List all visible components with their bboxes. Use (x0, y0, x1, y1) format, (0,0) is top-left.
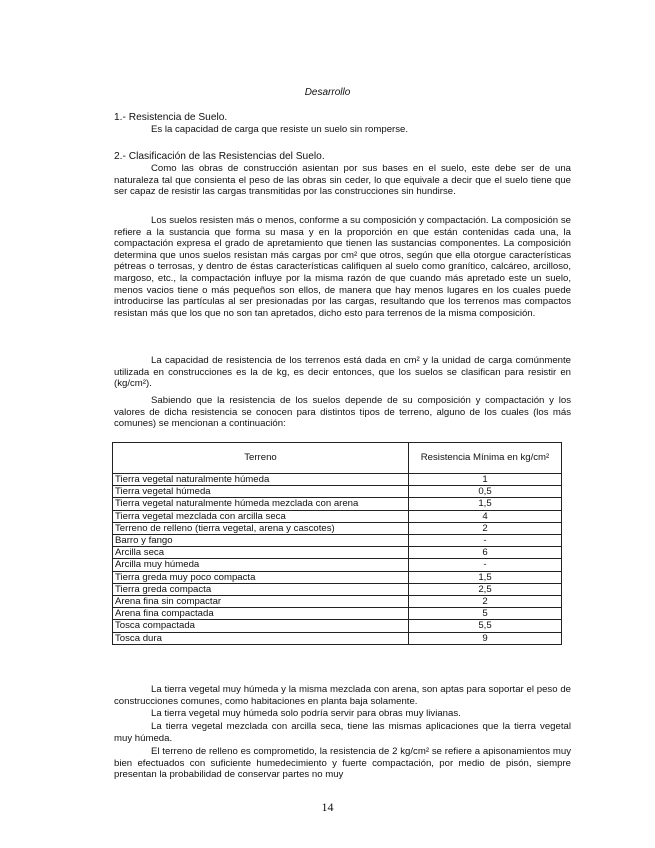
table-row (113, 632, 562, 644)
terreno-cell: Barro y fango (113, 535, 409, 547)
paragraph-2-2: Los suelos resisten más o menos, conforme a su composición y compactación. La composición se refiere a la sustancia que forma su masa y en la proporción en que están contenidas cada una, la compactación expresa el grado de apretamiento que tienen las sustancias componentes. La composición determina que unos suelos resistan más cargas por cm² que otros, según que ella otorgue características pétreas o terrosas, y dentro de éstas características califiquen al suelo como granítico, calcáreo, arcilloso, margoso, etc., la compactación influye por la misma razón de que cuando más apretado este un suelo, menos vacios tiene o más pequeños son ellos, de manera que hay menos lugares en los cuales puede introducirse las partículas al ser presionadas por las cargas, resultando que los terrenos mas compactos resistan más que los que no son tan apretados, dicho esto para terrenos de la misma composición. (114, 215, 571, 319)
table-row (113, 620, 562, 632)
column-header-terreno: Terreno (113, 443, 409, 474)
valor-cell: 9 (409, 632, 562, 644)
heading-2: 2.- Clasificación de las Resistencias del Suelo. (114, 151, 325, 162)
terreno-cell: Tosca dura (113, 632, 409, 644)
table-row (113, 522, 562, 534)
table-row (113, 498, 562, 510)
terreno-cell: Tierra greda muy poco compacta (113, 571, 409, 583)
table-row (113, 547, 562, 559)
paragraph-2-1: Como las obras de construcción asientan por sus bases en el suelo, este debe ser de una naturaleza tal que consienta el peso de las obras sin ceder, lo que equivale a decir que el suelo tiene que ser capaz de resistir las cargas transmitidas por las construcciones sin hundirse. (114, 163, 571, 198)
heading-1: 1.- Resistencia de Suelo. (114, 112, 228, 123)
table-header-row (113, 443, 562, 474)
table-row (113, 535, 562, 547)
valor-cell: 5 (409, 608, 562, 620)
valor-cell: 5,5 (409, 620, 562, 632)
terreno-cell: Arena fina compactada (113, 608, 409, 620)
terreno-cell: Tosca compactada (113, 620, 409, 632)
valor-cell: 1,5 (409, 571, 562, 583)
valor-cell: 6 (409, 547, 562, 559)
paragraph-3-4: El terreno de relleno es comprometido, la resistencia de 2 kg/cm² se refiere a apisonamientos muy bien efectuados con suficiente humedecimiento y fuerte compactación, por medio de pisón, siempre presentan la probabilidad de conservar partes no muy (114, 746, 571, 781)
table-row (113, 486, 562, 498)
valor-cell: 1,5 (409, 498, 562, 510)
table-row (113, 571, 562, 583)
paragraph-3-2: La tierra vegetal muy húmeda solo podría servir para obras muy livianas. (151, 708, 461, 719)
valor-cell: 2 (409, 596, 562, 608)
column-header-resistencia: Resistencia Mínima en kg/cm² (409, 443, 562, 474)
table-row (113, 583, 562, 595)
page-number: 14 (321, 800, 334, 814)
table-row (113, 559, 562, 571)
paragraph-3-1: La tierra vegetal muy húmeda y la misma mezclada con arena, son aptas para soportar el peso de construcciones comunes, como habitaciones en planta baja solamente. (114, 684, 571, 707)
terreno-cell: Arcilla muy húmeda (113, 559, 409, 571)
terreno-cell: Terreno de relleno (tierra vegetal, arena y cascotes) (113, 522, 409, 534)
table-row (113, 596, 562, 608)
terreno-cell: Arena fina sin compactar (113, 596, 409, 608)
terreno-cell: Arcilla seca (113, 547, 409, 559)
valor-cell: - (409, 535, 562, 547)
terreno-cell: Tierra vegetal mezclada con arcilla seca (113, 510, 409, 522)
table-row (113, 608, 562, 620)
terreno-cell: Tierra vegetal naturalmente húmeda mezclada con arena (113, 498, 409, 510)
terreno-cell: Tierra vegetal naturalmente húmeda (113, 474, 409, 486)
paragraph-3-3: La tierra vegetal mezclada con arcilla seca, tiene las mismas aplicaciones que la tierra vegetal muy húmeda. (114, 721, 571, 744)
paragraph-2-3: La capacidad de resistencia de los terrenos está dada en cm² y la unidad de carga comúnmente utilizada en construcciones es la de kg, es decir entonces, que los suelos se clasifican para resistir en (kg/cm²). (114, 355, 571, 390)
valor-cell: 2 (409, 522, 562, 534)
valor-cell: 2,5 (409, 583, 562, 595)
table-row (113, 474, 562, 486)
paragraph-2-4: Sabiendo que la resistencia de los suelos depende de su composición y compactación y los valores de dicha resistencia se conocen para distintos tipos de terreno, alguno de los cuales (los más comunes) se mencionan a continuación: (114, 395, 571, 430)
valor-cell: 1 (409, 474, 562, 486)
paragraph-1: Es la capacidad de carga que resiste un suelo sin romperse. (151, 124, 409, 135)
terreno-cell: Tierra vegetal húmeda (113, 486, 409, 498)
section-title: Desarrollo (304, 87, 351, 98)
terreno-cell: Tierra greda compacta (113, 583, 409, 595)
valor-cell: 4 (409, 510, 562, 522)
table-row (113, 510, 562, 522)
resistance-table (112, 442, 562, 645)
valor-cell: - (409, 559, 562, 571)
valor-cell: 0,5 (409, 486, 562, 498)
